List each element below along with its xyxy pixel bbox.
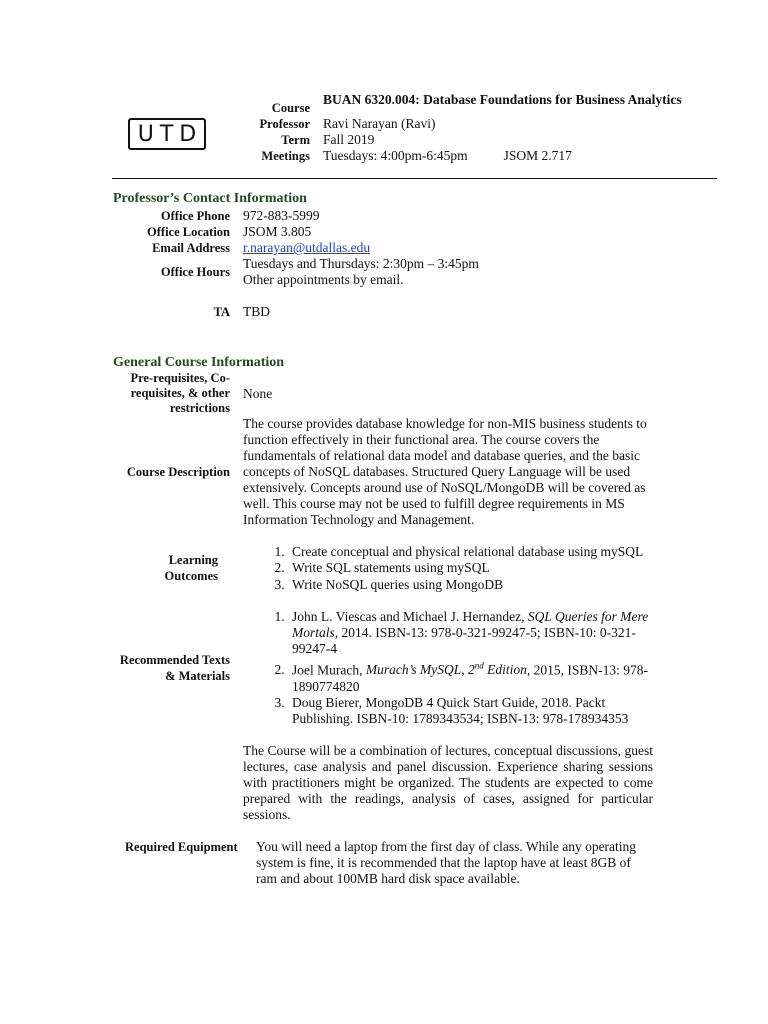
contact-info xyxy=(113,208,653,320)
header-divider xyxy=(112,178,717,179)
prereq-label: Pre-requisites, Co-requisites, & other restrictions xyxy=(130,371,230,415)
text2-title xyxy=(366,662,527,677)
equipment-value: You will need a laptop from the first day of class. While any operating system is fine, it is recommended that the laptop have at least 8GB of ram and about 100MB hard disk space available. xyxy=(256,839,637,887)
outcome-item: 2. Write SQL statements using mySQL xyxy=(288,560,653,576)
email-label: Email Address xyxy=(152,241,230,255)
meetings-value xyxy=(323,148,698,164)
email-value-cell xyxy=(243,240,653,256)
text2-title-end: Edition xyxy=(483,662,527,678)
texts-label: Recommended Texts & Materials xyxy=(119,653,230,684)
email-row xyxy=(113,240,653,256)
meetings-time: Tuesdays: 4:00pm-6:45pm xyxy=(323,148,468,163)
office-location-label: Office Location xyxy=(147,225,230,239)
office-hours-line2: Other appointments by email. xyxy=(243,272,404,287)
term-label: Term xyxy=(281,133,310,147)
ta-label: TA xyxy=(213,305,230,319)
course-value: BUAN 6320.004: Database Foundations for Business Analytics xyxy=(323,92,682,107)
text1-rest: , 2014. ISBN-13: 978-0-321-99247-5; ISBN-10: 0-321-99247-4 xyxy=(292,625,636,657)
text2-rest: , 2015, ISBN-13: 978-1890774820 xyxy=(292,662,648,694)
text2-sup: nd xyxy=(474,660,484,671)
texts-row xyxy=(113,609,653,728)
office-hours-row xyxy=(113,256,653,288)
course-description-row xyxy=(113,416,653,528)
term-row xyxy=(238,132,698,148)
professor-label: Professor xyxy=(259,117,310,131)
meetings-label: Meetings xyxy=(261,149,310,163)
office-hours-value xyxy=(243,256,653,288)
office-hours-label: Office Hours xyxy=(160,265,230,279)
professor-value: Ravi Narayan (Ravi) xyxy=(323,116,436,131)
term-value: Fall 2019 xyxy=(323,132,375,147)
professor-row xyxy=(238,116,698,132)
outcome-item: 1. Create conceptual and physical relational database using mySQL xyxy=(288,544,653,560)
course-description-value: The course provides database knowledge for non-MIS business students to function effectively in their functional area. The course covers the fundamentals of relational data model and database queries, and the basic concepts of NoSQL databases. Structured Query Language will be used extensively. Concepts around use of NoSQL/MongoDB will be covered as well. This course may not be used to fulfill degree requirements in MS Information Technology and Management. xyxy=(243,416,647,527)
office-phone-value: 972-883-5999 xyxy=(243,208,320,223)
office-phone-label: Office Phone xyxy=(160,209,230,223)
office-hours-line1: Tuesdays and Thursdays: 2:30pm – 3:45pm xyxy=(243,256,479,271)
office-location-value: JSOM 3.805 xyxy=(243,224,312,239)
general-info xyxy=(113,371,653,887)
equipment-row xyxy=(113,839,653,887)
ta-row xyxy=(113,304,653,320)
email-link[interactable]: r.narayan@utdallas.edu xyxy=(243,240,371,255)
office-location-row xyxy=(113,224,653,240)
contact-section-title: Professor’s Contact Information xyxy=(113,191,307,206)
course-description-label: Course Description xyxy=(126,465,230,479)
ta-value: TBD xyxy=(243,304,270,319)
meetings-row xyxy=(238,148,698,164)
meetings-location: JSOM 2.717 xyxy=(503,148,572,163)
equipment-label: Required Equipment xyxy=(125,840,238,855)
prereq-row xyxy=(113,371,653,416)
format-row xyxy=(113,743,653,823)
general-section-title: General Course Information xyxy=(113,355,285,370)
texts-value xyxy=(243,609,653,728)
office-phone-row xyxy=(113,208,653,224)
learning-outcomes-list xyxy=(243,544,653,593)
text1-authors: John L. Viescas and Michael J. Hernandez, xyxy=(292,608,528,624)
texts-list xyxy=(243,609,653,728)
text-item xyxy=(288,658,653,695)
course-row xyxy=(238,92,698,116)
outcome-item: 3. Write NoSQL queries using MongoDB xyxy=(288,577,653,593)
format-label xyxy=(113,743,243,823)
prereq-value: None xyxy=(243,385,273,401)
text2-title-main: Murach’s MySQL, 2 xyxy=(365,662,475,678)
text-item: 3. Doug Bierer, MongoDB 4 Quick Start Guide, 2018. Packt Publishing. ISBN-10: 1789343534; ISBN-13: 978-178934353 xyxy=(288,695,653,728)
text2-author: Joel Murach, xyxy=(292,662,366,678)
learning-outcomes-row xyxy=(113,544,653,593)
text-item xyxy=(288,609,653,658)
utd-logo: UTD xyxy=(128,118,206,150)
course-label: Course xyxy=(271,101,310,115)
learning-outcomes-value xyxy=(243,544,653,593)
format-value: The Course will be a combination of lectures, conceptual discussions, guest lectures, case analysis and panel discussion. Experience sharing sessions with practitioners might be organized. The students are expected to come prepared with the readings, analysis of cases, assigned for particular sessions. xyxy=(243,743,653,823)
learning-outcomes-label: Learning Outcomes xyxy=(164,553,218,584)
course-header xyxy=(238,92,698,164)
text1-title: SQL Queries for Mere Mortals xyxy=(292,608,649,641)
